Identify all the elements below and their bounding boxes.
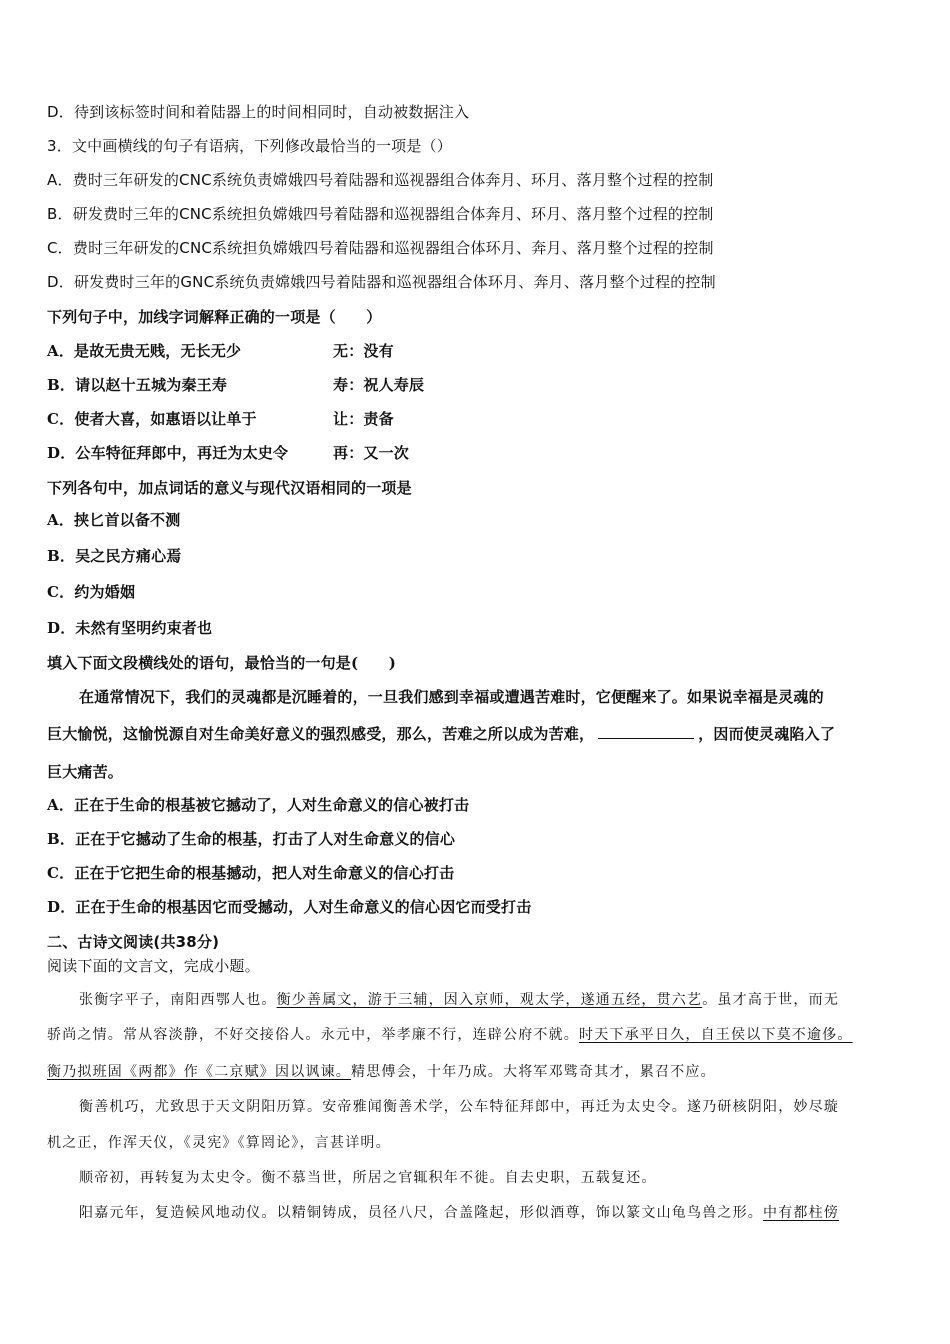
q5-stem: 下列各句中，加点词话的意义与现代汉语相同的一项是 <box>47 479 412 497</box>
q3-stem: 3．文中画横线的句子有语病，下列修改最恰当的一项是（） <box>47 137 452 155</box>
passage-p2-line-2: 机之正，作浑天仪，《灵宪》《算罔论》，言甚详明。 <box>47 1135 391 1151</box>
q6-option-a: A．正在于生命的根基被它撼动了，人对生命意义的信心被打击 <box>47 796 470 814</box>
passage-p1-line-1 <box>79 990 839 1010</box>
q6-option-d: D．正在于生命的根基因它而受撼动，人对生命意义的信心因它而受打击 <box>47 898 532 916</box>
q6-stem: 填入下面文段横线处的语句，最恰当的一句是( ) <box>47 654 396 672</box>
passage-p1-line-2 <box>47 1025 853 1045</box>
passage-text: 。虽才高于世，而无 <box>702 992 840 1008</box>
underlined-sentence: 时天下承平日久，自王侯以下莫不逾侈。 <box>579 1027 853 1043</box>
q5-option-c: C．约为婚姻 <box>47 583 136 601</box>
q5-option-b: B．吴之民方痛心焉 <box>47 547 182 565</box>
q4-stem: 下列句子中，加线字词解释正确的一项是（ ） <box>47 308 382 326</box>
passage-text: 骄尚之情。常从容淡静，不好交接俗人。永元中，举孝廉不行，连辟公府不就。 <box>47 1027 579 1043</box>
q4-option-b-sentence: B．请以赵十五城为秦王寿 <box>47 376 228 394</box>
q4-option-c <box>47 409 394 429</box>
underlined-sentence: 衡少善属文，游于三辅，因入京师，观太学，遂通五经，贯六艺 <box>276 992 703 1008</box>
q6-passage-line-3: 巨大痛苦。 <box>47 763 124 781</box>
passage-text: 精思傅会，十年乃成。大将军邓骘奇其才，累召不应。 <box>351 1064 716 1080</box>
passage-p1-line-3 <box>47 1062 716 1082</box>
q3-option-a: A．费时三年研发的CNC系统负责嫦娥四号着陆器和巡视器组合体奔月、环月、落月整个过程的控制 <box>47 171 714 189</box>
q6-option-c: C．正在于它把生命的根基撼动，把人对生命意义的信心打击 <box>47 864 455 882</box>
q3-option-b: B．研发费时三年的CNC系统担负嫦娥四号着陆器和巡视器组合体奔月、环月、落月整个过程的控制 <box>47 205 714 223</box>
q4-option-c-gloss: 让：责备 <box>333 410 394 428</box>
q6-passage-line-2 <box>47 724 835 744</box>
section-instruction: 阅读下面的文言文，完成小题。 <box>47 957 260 975</box>
q6-passage-line-2-b: ，因而使灵魂陷入了 <box>698 725 836 743</box>
q3-option-d: D．研发费时三年的GNC系统负责嫦娥四号着陆器和巡视器组合体环月、奔月、落月整个过程的控制 <box>47 273 716 291</box>
q4-option-a <box>47 341 394 361</box>
q4-option-a-gloss: 无：没有 <box>333 342 394 360</box>
q4-option-d-sentence: D．公车特征拜郎中，再迁为太史令 <box>47 444 289 462</box>
q4-option-b <box>47 375 424 395</box>
q4-option-b-gloss: 寿：祝人寿辰 <box>333 376 425 394</box>
q6-passage-line-1: 在通常情况下，我们的灵魂都是沉睡着的，一旦我们感到幸福或遭遇苦难时，它便醒来了。如果说幸福是灵魂的 <box>79 688 824 706</box>
passage-p2-line-1: 衡善机巧，尤致思于天文阴阳历算。安帝雅闻衡善术学，公车特征拜郎中，再迁为太史令。遂乃研核阴阳，妙尽璇 <box>79 1099 839 1115</box>
passage-p4-line-1 <box>79 1203 839 1223</box>
q3-option-c: C．费时三年研发的CNC系统担负嫦娥四号着陆器和巡视器组合体环月、奔月、落月整个过程的控制 <box>47 239 714 257</box>
q5-option-a: A．挟匕首以备不测 <box>47 511 181 529</box>
underlined-sentence: 中有都柱傍 <box>763 1205 839 1221</box>
q4-option-a-sentence: A．是故无贵无贱，无长无少 <box>47 342 242 360</box>
q6-passage-line-2-a: 巨大愉悦，这愉悦源自对生命美好意义的强烈感受，那么，苦难之所以成为苦难， <box>47 725 595 743</box>
q2-option-d: D．待到该标签时间和着陆器上的时间相同时，自动被数据注入 <box>47 103 470 121</box>
q5-option-d: D．未然有坚明约束者也 <box>47 619 213 637</box>
underlined-sentence: 衡乃拟班固《两都》作《二京赋》因以讽谏。 <box>47 1064 351 1080</box>
q4-option-d <box>47 443 409 463</box>
passage-text: 张衡字平子，南阳西鄂人也。 <box>79 992 277 1008</box>
q4-option-d-gloss: 再：又一次 <box>333 444 410 462</box>
passage-p3-line-1: 顺帝初，再转复为太史令。衡不慕当世，所居之官辄积年不徙。自去史职，五载复还。 <box>79 1170 657 1186</box>
fill-in-blank <box>598 724 694 739</box>
passage-text: 阳嘉元年，复造候风地动仪。以精铜铸成，员径八尺，合盖隆起，形似酒尊，饰以篆文山龟鸟兽之形。 <box>79 1205 763 1221</box>
q4-option-c-sentence: C．使者大喜，如惠语以让单于 <box>47 410 257 428</box>
section-title: 二、古诗文阅读(共38分) <box>47 933 220 951</box>
q6-option-b: B．正在于它撼动了生命的根基，打击了人对生命意义的信心 <box>47 830 456 848</box>
